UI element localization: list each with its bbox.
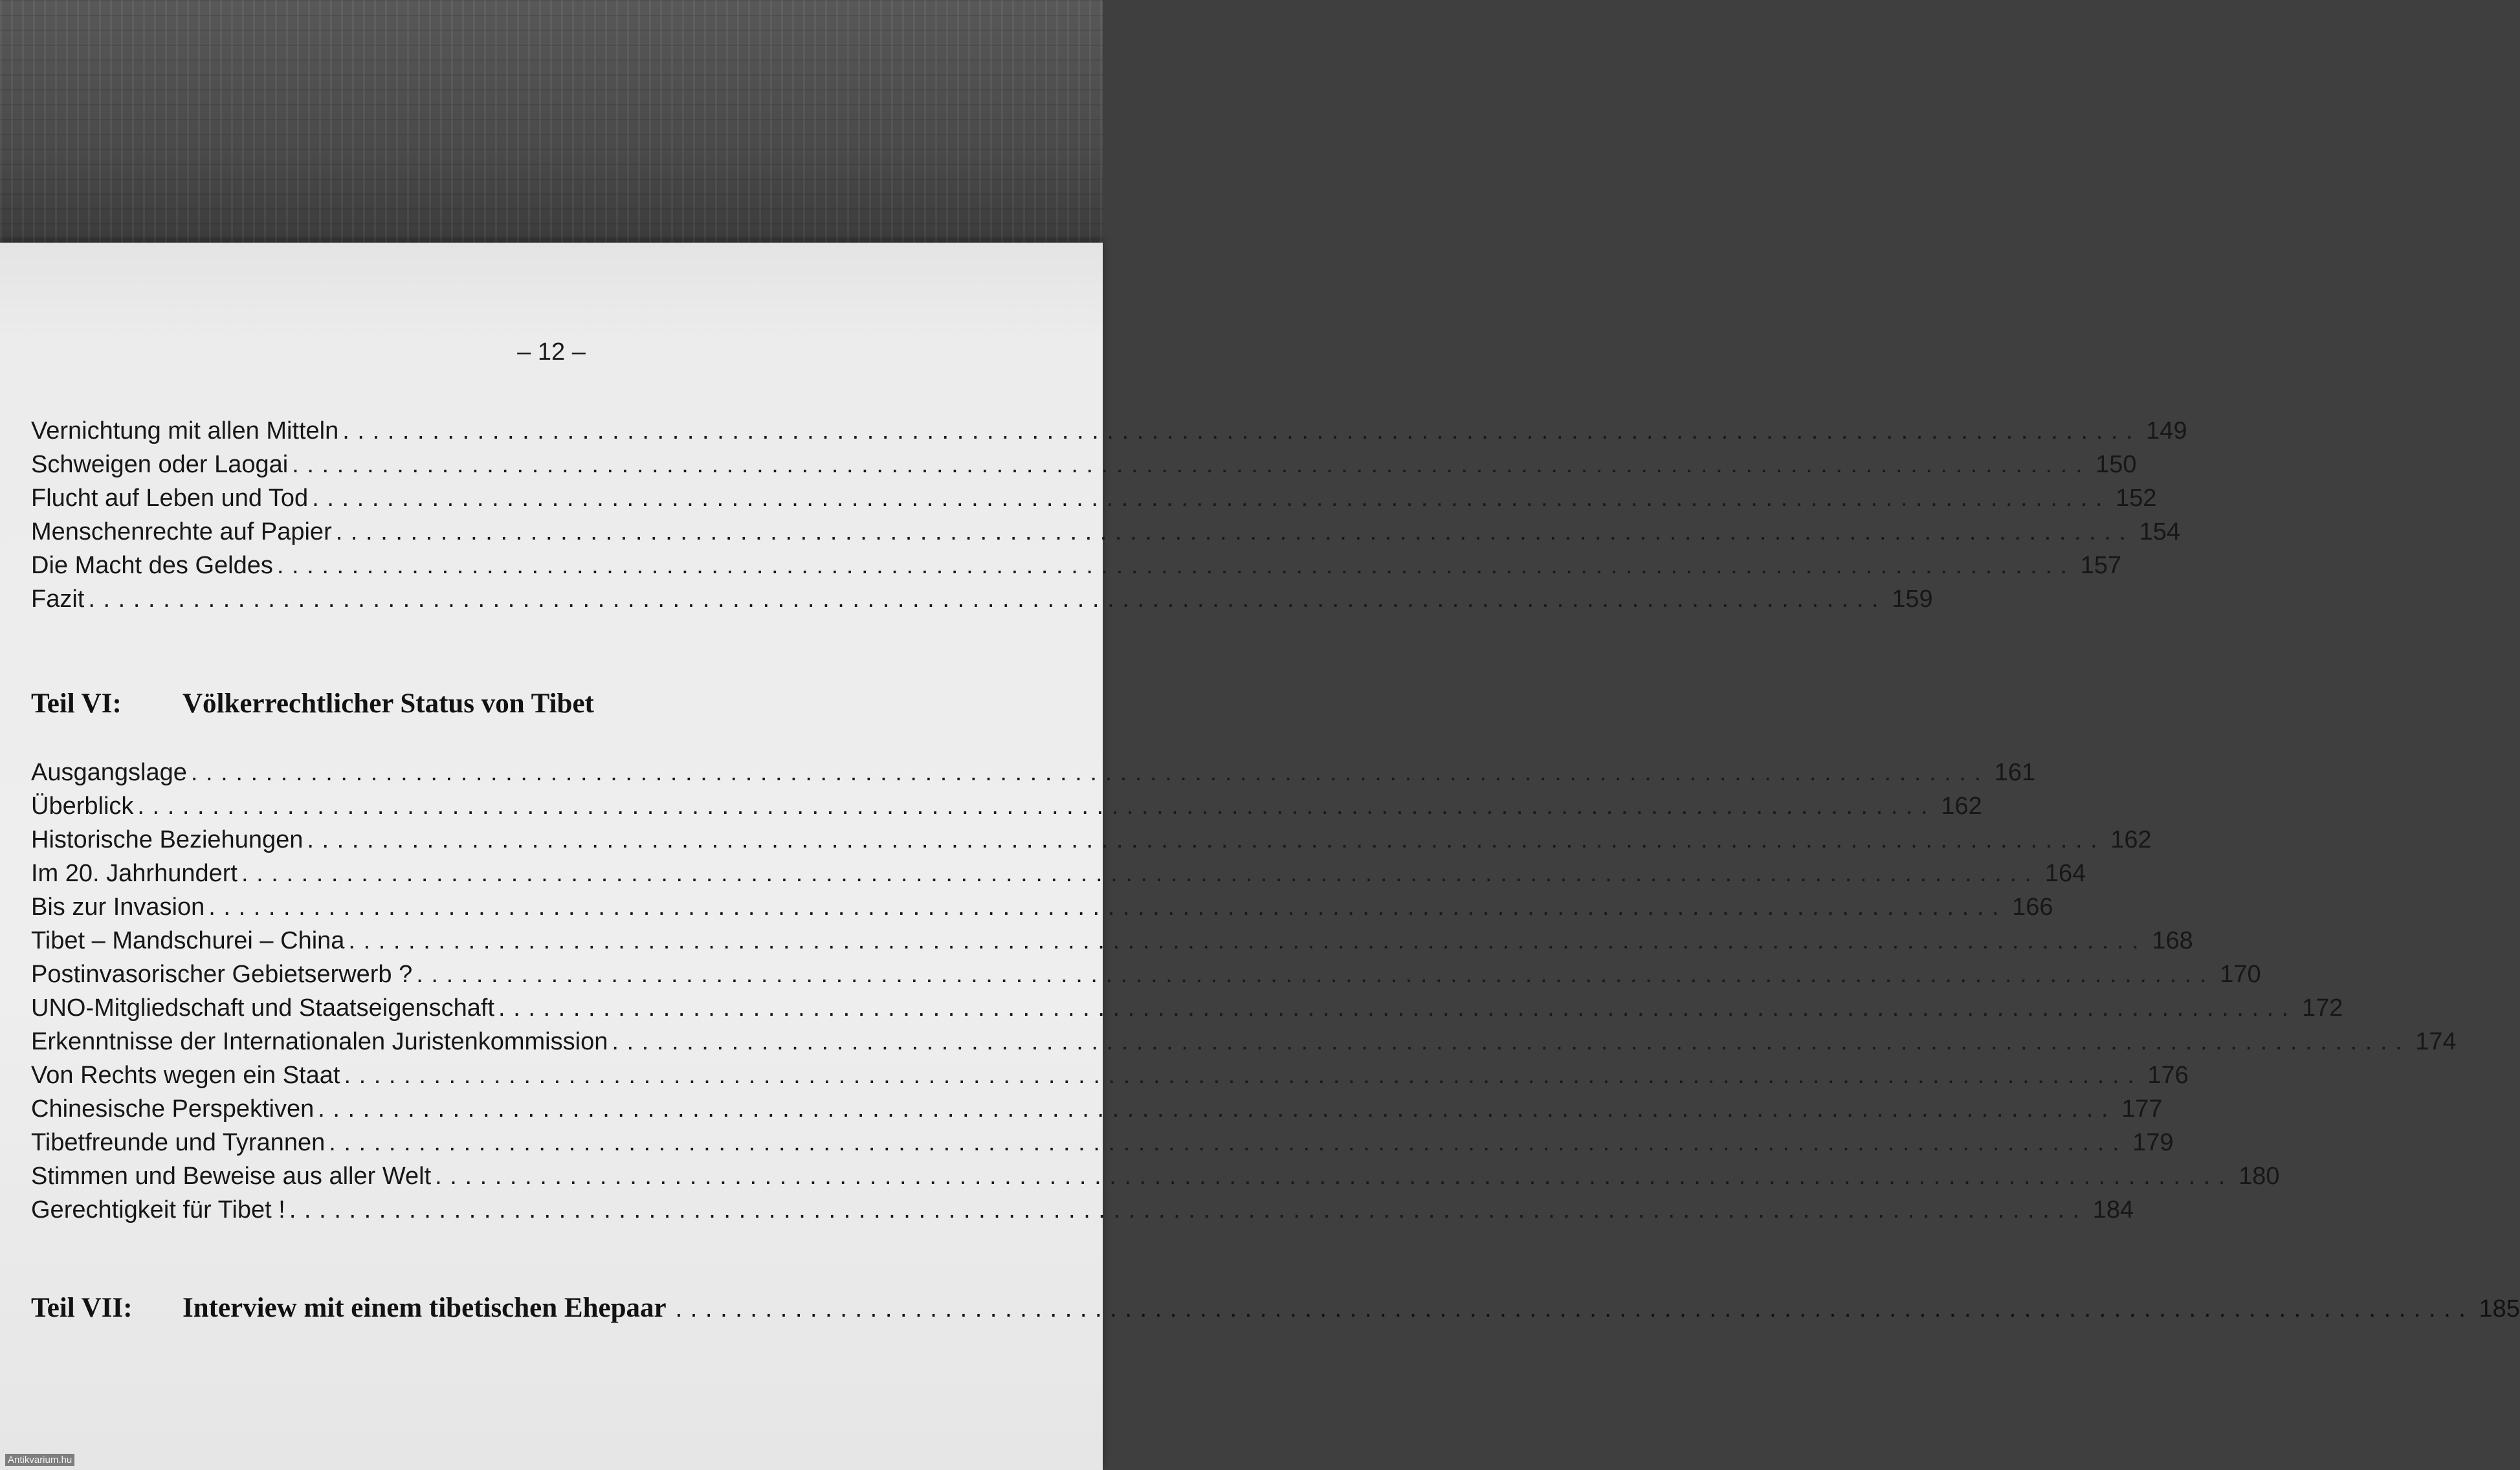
toc-entry-title: Vernichtung mit allen Mitteln <box>31 417 339 444</box>
toc-entry[interactable] <box>31 961 2261 994</box>
toc-entry-title: Überblick <box>31 793 134 820</box>
dot-leader: ........................................................................................................................ <box>612 1028 2411 1055</box>
toc-entry-title: Die Macht des Geldes <box>31 552 273 579</box>
toc-entry-title: Flucht auf Leben und Tod <box>31 485 309 512</box>
toc-entry[interactable] <box>31 451 2137 485</box>
dot-leader: ........................................................................................................................ <box>435 1163 2234 1190</box>
toc-entry-page: 164 <box>2044 860 2086 887</box>
toc-entry-title: Chinesische Perspektiven <box>31 1095 315 1123</box>
dot-leader: ........................................................................................................................ <box>344 1062 2143 1089</box>
watermark: Antikvarium.hu <box>5 1454 74 1466</box>
toc-entry-title: Schweigen oder Laogai <box>31 451 289 478</box>
toc-entry[interactable] <box>31 1163 2280 1196</box>
photo-background <box>0 0 1103 252</box>
dot-leader: ........................................................................................................................ <box>292 451 2091 478</box>
toc-entry[interactable] <box>31 927 2193 961</box>
toc-entry-title: Tibetfreunde und Tyrannen <box>31 1129 326 1156</box>
dot-leader: ........................................................................................................................ <box>416 961 2215 988</box>
toc-entry[interactable] <box>31 994 2343 1028</box>
toc-entry-title: Erkenntnisse der Internationalen Juristenkommission <box>31 1028 608 1055</box>
toc-entry[interactable] <box>31 1129 2174 1163</box>
part-heading-vi <box>31 688 594 724</box>
dot-leader: ........................................................................................................................ <box>241 860 2040 887</box>
dot-leader: ........................................................................................................................ <box>137 793 1936 820</box>
toc-entry[interactable] <box>31 1196 2134 1230</box>
part-number: Teil VI: <box>31 688 122 719</box>
toc-entry[interactable] <box>31 1028 2457 1062</box>
toc-entry-title: Ausgangslage <box>31 759 187 786</box>
toc-entry[interactable] <box>31 518 2181 552</box>
toc-entry[interactable] <box>31 1095 2163 1129</box>
toc-entry-page: 154 <box>2139 518 2181 545</box>
toc-entry-title: Historische Beziehungen <box>31 826 304 853</box>
toc-entry-page: 159 <box>1892 586 1933 613</box>
toc-entry[interactable] <box>31 793 1982 826</box>
dot-leader: ........................................................................................................................ <box>675 1295 2474 1322</box>
toc-entry-title: Tibet – Mandschurei – China <box>31 927 345 954</box>
toc-entry-title: Gerechtigkeit für Tibet ! <box>31 1196 285 1223</box>
toc-entry-page: 180 <box>2238 1163 2280 1190</box>
toc-entry-title: Fazit <box>31 586 85 613</box>
toc-entry-page: 179 <box>2132 1129 2174 1156</box>
dot-leader: ........................................................................................................................ <box>312 485 2111 512</box>
dot-leader: ........................................................................................................................ <box>318 1095 2117 1123</box>
toc-entry[interactable] <box>31 1062 2189 1095</box>
toc-entry[interactable] <box>31 485 2157 518</box>
part-title: Interview mit einem tibetischen Ehepaar <box>182 1293 667 1323</box>
toc-entry[interactable] <box>31 894 2053 927</box>
toc-entry[interactable] <box>31 860 2086 894</box>
toc-entry-title: Stimmen und Beweise aus aller Welt <box>31 1163 432 1190</box>
toc-entry-page: 166 <box>2012 894 2053 921</box>
dot-leader: ........................................................................................................................ <box>342 417 2141 444</box>
toc-entry-page: 176 <box>2147 1062 2189 1089</box>
dot-leader: ........................................................................................................................ <box>208 894 2007 921</box>
dot-leader: ........................................................................................................................ <box>276 552 2075 579</box>
toc-entry-page: 168 <box>2152 927 2193 954</box>
toc-entry-page: 172 <box>2301 994 2343 1022</box>
toc-entry[interactable] <box>31 759 2036 793</box>
toc-entry-page: 157 <box>2080 552 2122 579</box>
dot-leader: ........................................................................................................................ <box>335 518 2134 545</box>
toc-entry-title: Von Rechts wegen ein Staat <box>31 1062 340 1089</box>
toc-entry-page: 170 <box>2220 961 2261 988</box>
dot-leader: ........................................................................................................................ <box>307 826 2106 853</box>
part-heading-vii[interactable] <box>31 1292 2520 1328</box>
page-number: – 12 – <box>517 338 586 366</box>
toc-entry-page: 177 <box>2121 1095 2163 1123</box>
dot-leader: ........................................................................................................................ <box>190 759 1989 786</box>
part-number: Teil VII: <box>31 1293 133 1323</box>
dot-leader: ........................................................................................................................ <box>88 586 1887 613</box>
toc-entry-page: 184 <box>2092 1196 2134 1223</box>
toc-entry[interactable] <box>31 417 2187 451</box>
toc-entry-page: 185 <box>2479 1295 2520 1322</box>
dot-leader: ........................................................................................................................ <box>498 994 2297 1022</box>
toc-entry-page: 162 <box>2110 826 2152 853</box>
toc-entry-page: 162 <box>1941 793 1982 820</box>
part-title: Völkerrechtlicher Status von Tibet <box>182 688 594 719</box>
toc-entry-title: Postinvasorischer Gebietserwerb ? <box>31 961 413 988</box>
toc-entry-page: 152 <box>2116 485 2157 512</box>
toc-entry-page: 174 <box>2415 1028 2457 1055</box>
toc-entry-title: Menschenrechte auf Papier <box>31 518 332 545</box>
toc-entry-title: UNO-Mitgliedschaft und Staatseigenschaft <box>31 994 495 1022</box>
toc-entry-page: 161 <box>1994 759 2036 786</box>
toc-entry-title: Im 20. Jahrhundert <box>31 860 238 887</box>
toc-entry-title: Bis zur Invasion <box>31 894 205 921</box>
dot-leader: ........................................................................................................................ <box>348 927 2147 954</box>
toc-entry[interactable] <box>31 586 1933 619</box>
toc-entry[interactable] <box>31 826 2152 860</box>
toc-entry-page: 149 <box>2146 417 2187 444</box>
book-page <box>0 243 2520 1470</box>
dot-leader: ........................................................................................................................ <box>329 1129 2128 1156</box>
dot-leader: ........................................................................................................................ <box>289 1196 2088 1223</box>
toc-entry-page: 150 <box>2095 451 2137 478</box>
toc-entry[interactable] <box>31 552 2122 586</box>
